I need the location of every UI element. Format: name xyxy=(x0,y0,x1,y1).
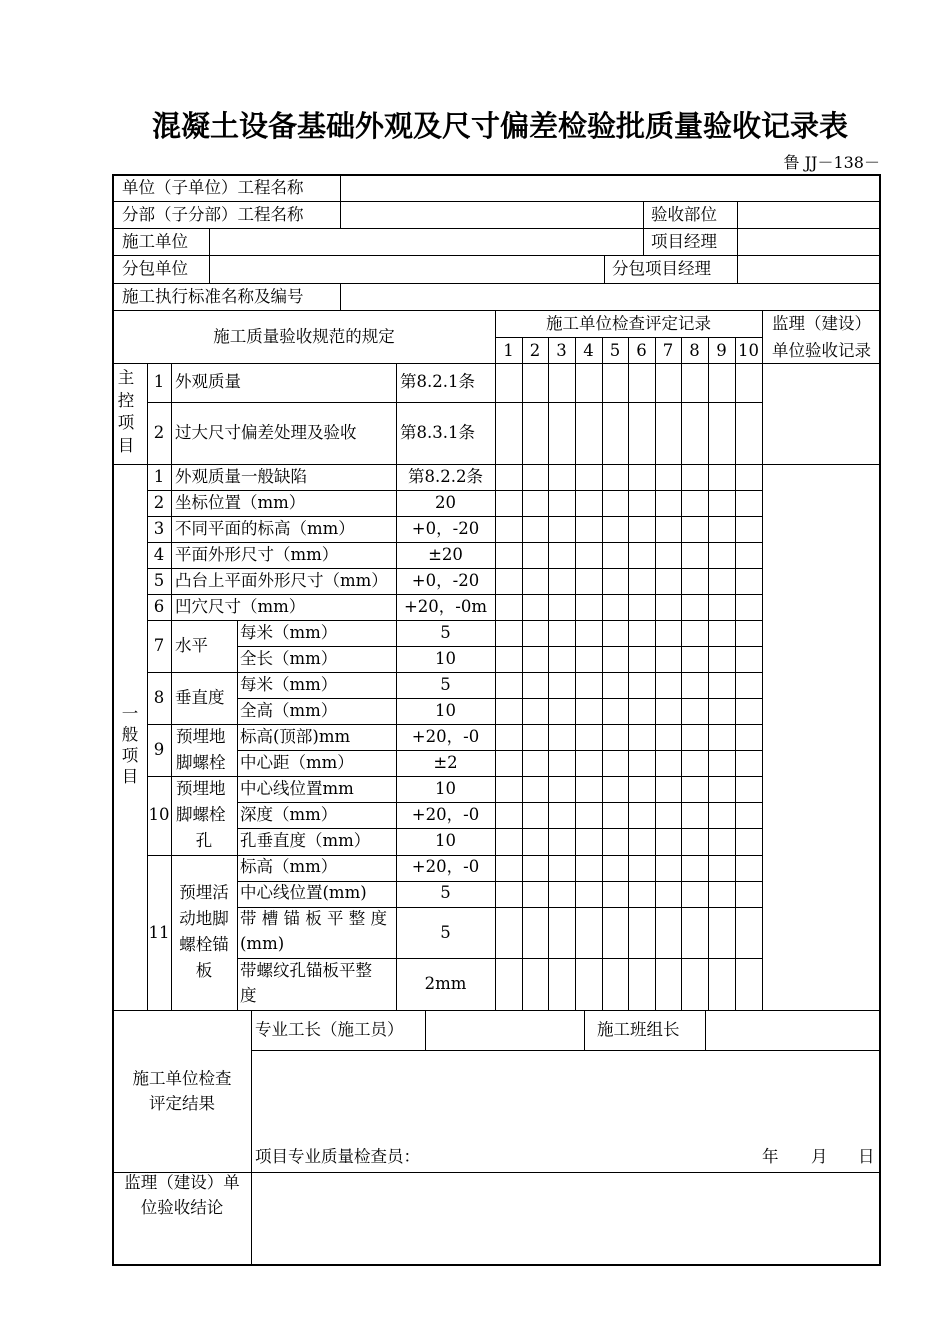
column-number: 5 xyxy=(609,341,621,360)
grid-line xyxy=(237,698,762,699)
grid-line xyxy=(147,542,762,543)
item9-sub2-label: 中心距（mm） xyxy=(240,753,354,772)
item8-sub2-label: 全高（mm） xyxy=(240,701,338,720)
label-year: 年 xyxy=(762,1147,779,1166)
grid-line xyxy=(628,337,629,1010)
general-value: +20，-0m xyxy=(403,597,488,616)
item7-sub1-label: 每米（mm） xyxy=(240,623,338,642)
item10-name-1: 预埋地 xyxy=(176,779,226,798)
item11-sub4-value: 2mm xyxy=(424,974,467,993)
group-char: 项 xyxy=(117,413,135,432)
grid-line xyxy=(681,337,682,1010)
item8-sub1-label: 每米（mm） xyxy=(240,675,338,694)
item10-no: 10 xyxy=(148,805,170,824)
grid-line xyxy=(237,907,762,908)
general-name: 平面外形尺寸（mm） xyxy=(175,545,339,564)
main-clause-1: 第8.2.1条 xyxy=(400,372,475,391)
grid-line xyxy=(147,776,762,777)
col-check-record: 施工单位检查评定记录 xyxy=(546,314,711,333)
grid-line xyxy=(735,337,736,1010)
main-no-2: 2 xyxy=(153,423,165,442)
item8-name: 垂直度 xyxy=(175,688,225,707)
column-number: 9 xyxy=(716,341,727,360)
item10-name-3: 孔 xyxy=(195,831,213,850)
grid-line xyxy=(147,490,762,491)
main-name-2: 过大尺寸偏差处理及验收 xyxy=(175,423,357,442)
grid-line xyxy=(113,201,881,202)
item9-name-2: 脚螺栓 xyxy=(176,753,226,772)
grid-line xyxy=(522,337,523,1010)
grid-line xyxy=(113,255,881,256)
general-no: 4 xyxy=(153,545,165,564)
item7-sub2-value: 10 xyxy=(435,649,456,668)
item11-sub3-label-1: 带 槽 锚 板 平 整 度 xyxy=(240,909,387,928)
item7-sub2-label: 全长（mm） xyxy=(240,649,338,668)
group-char: 一 xyxy=(121,704,139,723)
item11-name-3: 螺栓锚 xyxy=(179,935,229,954)
general-name: 凸台上平面外形尺寸（mm） xyxy=(175,571,388,590)
grid-line xyxy=(113,363,881,364)
col-spec: 施工质量验收规范的规定 xyxy=(213,327,395,346)
form-code: 鲁 JJ－138－ xyxy=(783,153,880,172)
grid-line xyxy=(237,646,762,647)
grid-line xyxy=(147,855,762,856)
grid-line xyxy=(340,175,341,228)
item11-sub1-label: 标高（mm） xyxy=(240,857,338,876)
item10-sub1-value: 10 xyxy=(435,779,456,798)
grid-line xyxy=(237,958,762,959)
item11-sub2-value: 5 xyxy=(440,883,451,902)
grid-line xyxy=(251,1010,252,1266)
general-value: 20 xyxy=(435,493,456,512)
label-month: 月 xyxy=(811,1147,828,1166)
column-number: 4 xyxy=(583,341,594,360)
grid-line xyxy=(237,881,762,882)
item11-sub3-label-2: (mm) xyxy=(240,934,285,953)
grid-line xyxy=(708,337,709,1010)
main-name-1: 外观质量 xyxy=(175,372,241,391)
item9-no: 9 xyxy=(153,740,165,759)
general-no: 5 xyxy=(153,571,165,590)
item8-sub2-value: 10 xyxy=(435,701,456,720)
group-char: 主 xyxy=(117,368,135,387)
column-number: 10 xyxy=(738,341,759,360)
item11-name-4: 板 xyxy=(195,961,213,980)
grid-line xyxy=(147,672,762,673)
grid-line xyxy=(113,464,881,465)
grid-line xyxy=(604,255,605,283)
item11-sub3-value: 5 xyxy=(440,923,451,942)
item7-sub1-value: 5 xyxy=(440,623,451,642)
grid-line xyxy=(655,337,656,1010)
general-name: 坐标位置（mm） xyxy=(175,493,306,512)
label-subcontract-unit: 分包单位 xyxy=(122,259,188,278)
grid-line xyxy=(237,620,238,1010)
group-char: 目 xyxy=(121,767,139,786)
grid-line xyxy=(209,228,210,283)
group-main-label xyxy=(113,367,139,457)
general-no: 2 xyxy=(153,493,165,512)
label-acceptance-part: 验收部位 xyxy=(651,205,717,224)
column-number: 6 xyxy=(636,341,647,360)
grid-line xyxy=(147,724,762,725)
general-no: 6 xyxy=(153,597,165,616)
label-foreman: 专业工长（施工员） xyxy=(255,1020,404,1039)
grid-line xyxy=(425,1010,426,1050)
item10-sub3-label: 孔垂直度（mm） xyxy=(240,831,371,850)
main-no-1: 1 xyxy=(153,372,165,391)
item11-name-1: 预埋活 xyxy=(179,883,229,902)
column-number: 3 xyxy=(556,341,567,360)
item11-sub1-value: +20，-0 xyxy=(411,857,480,876)
label-subcontract-manager: 分包项目经理 xyxy=(612,259,711,278)
item11-name-2: 动地脚 xyxy=(179,909,229,928)
label-conclusion-1: 监理（建设）单 xyxy=(124,1173,240,1192)
item10-sub2-label: 深度（mm） xyxy=(240,805,338,824)
grid-line xyxy=(396,363,397,1010)
general-name: 外观质量一般缺陷 xyxy=(175,467,307,486)
group-main xyxy=(113,367,139,457)
general-no: 1 xyxy=(153,467,165,486)
group-char: 般 xyxy=(121,725,139,744)
label-team-leader: 施工班组长 xyxy=(597,1020,680,1039)
item10-sub3-value: 10 xyxy=(435,831,456,850)
grid-line xyxy=(147,620,762,621)
item11-sub2-label: 中心线位置(mm) xyxy=(240,883,367,902)
general-value: ±20 xyxy=(428,545,463,564)
grid-line xyxy=(495,310,496,1010)
general-no: 3 xyxy=(153,519,165,538)
item8-no: 8 xyxy=(153,688,165,707)
item7-no: 7 xyxy=(153,636,165,655)
label-unit-project: 单位（子单位）工程名称 xyxy=(122,178,304,197)
grid-line xyxy=(237,802,762,803)
general-value: +0，-20 xyxy=(411,571,480,590)
item7-name: 水平 xyxy=(175,636,208,655)
grid-line xyxy=(602,337,603,1010)
general-name: 不同平面的标高（mm） xyxy=(175,519,355,538)
item10-sub1-label: 中心线位置mm xyxy=(240,779,354,798)
label-standard: 施工执行标准名称及编号 xyxy=(122,287,304,306)
label-sub-project: 分部（子分部）工程名称 xyxy=(122,205,304,224)
grid-line xyxy=(584,1010,585,1050)
label-construction-unit: 施工单位 xyxy=(122,232,188,251)
general-value: 第8.2.2条 xyxy=(408,467,483,486)
grid-line xyxy=(147,363,148,1010)
grid-line xyxy=(237,750,762,751)
group-char: 项 xyxy=(121,746,139,765)
grid-line xyxy=(113,1172,881,1173)
grid-line xyxy=(340,283,341,310)
group-char: 控 xyxy=(117,390,135,410)
column-number: 7 xyxy=(662,341,674,360)
item9-sub1-value: +20，-0 xyxy=(411,727,480,746)
label-conclusion-2: 位验收结论 xyxy=(140,1198,224,1217)
item9-sub2-value: ±2 xyxy=(433,753,458,772)
label-check-result-1: 施工单位检查 xyxy=(132,1069,232,1088)
grid-line xyxy=(113,310,881,311)
item11-no: 11 xyxy=(148,923,170,942)
column-number: 8 xyxy=(689,341,700,360)
col-supervision-1: 监理（建设） xyxy=(772,314,871,333)
item10-sub2-value: +20，-0 xyxy=(411,805,480,824)
grid-line xyxy=(251,1050,881,1051)
grid-line xyxy=(737,201,738,283)
grid-line xyxy=(643,201,644,255)
grid-line xyxy=(113,1010,881,1011)
column-number: 1 xyxy=(503,341,514,360)
general-name: 凹穴尺寸（mm） xyxy=(175,597,306,616)
item11-sub4-label-1: 带螺纹孔锚板平整 xyxy=(240,961,372,980)
grid-line xyxy=(575,337,576,1010)
grid-line xyxy=(147,402,762,403)
main-clause-2: 第8.3.1条 xyxy=(400,423,475,442)
column-number: 2 xyxy=(529,341,541,360)
item10-name-2: 脚螺栓 xyxy=(176,805,226,824)
item9-sub1-label: 标高(顶部)mm xyxy=(240,727,351,746)
label-day: 日 xyxy=(858,1147,875,1166)
group-general xyxy=(113,703,147,787)
grid-line xyxy=(762,310,763,1010)
grid-line xyxy=(171,363,172,1010)
label-check-result-2: 评定结果 xyxy=(149,1094,215,1113)
item11-sub4-label-2: 度 xyxy=(240,986,257,1005)
group-general-label xyxy=(113,703,147,787)
grid-line xyxy=(113,283,881,284)
grid-line xyxy=(147,568,762,569)
grid-line xyxy=(548,337,549,1010)
page-title: 混凝土设备基础外观及尺寸偏差检验批质量验收记录表 xyxy=(151,109,848,143)
label-project-manager: 项目经理 xyxy=(651,232,717,251)
general-value: +0，-20 xyxy=(411,519,480,538)
grid-line xyxy=(113,228,881,229)
group-char: 目 xyxy=(117,435,135,455)
grid-line xyxy=(147,594,762,595)
item8-sub1-value: 5 xyxy=(440,675,451,694)
label-inspector: 项目专业质量检查员： xyxy=(255,1147,420,1166)
grid-line xyxy=(237,828,762,829)
grid-line xyxy=(705,1010,706,1050)
grid-line xyxy=(147,516,762,517)
item9-name-1: 预埋地 xyxy=(176,727,226,746)
col-supervision-2: 单位验收记录 xyxy=(772,341,871,360)
